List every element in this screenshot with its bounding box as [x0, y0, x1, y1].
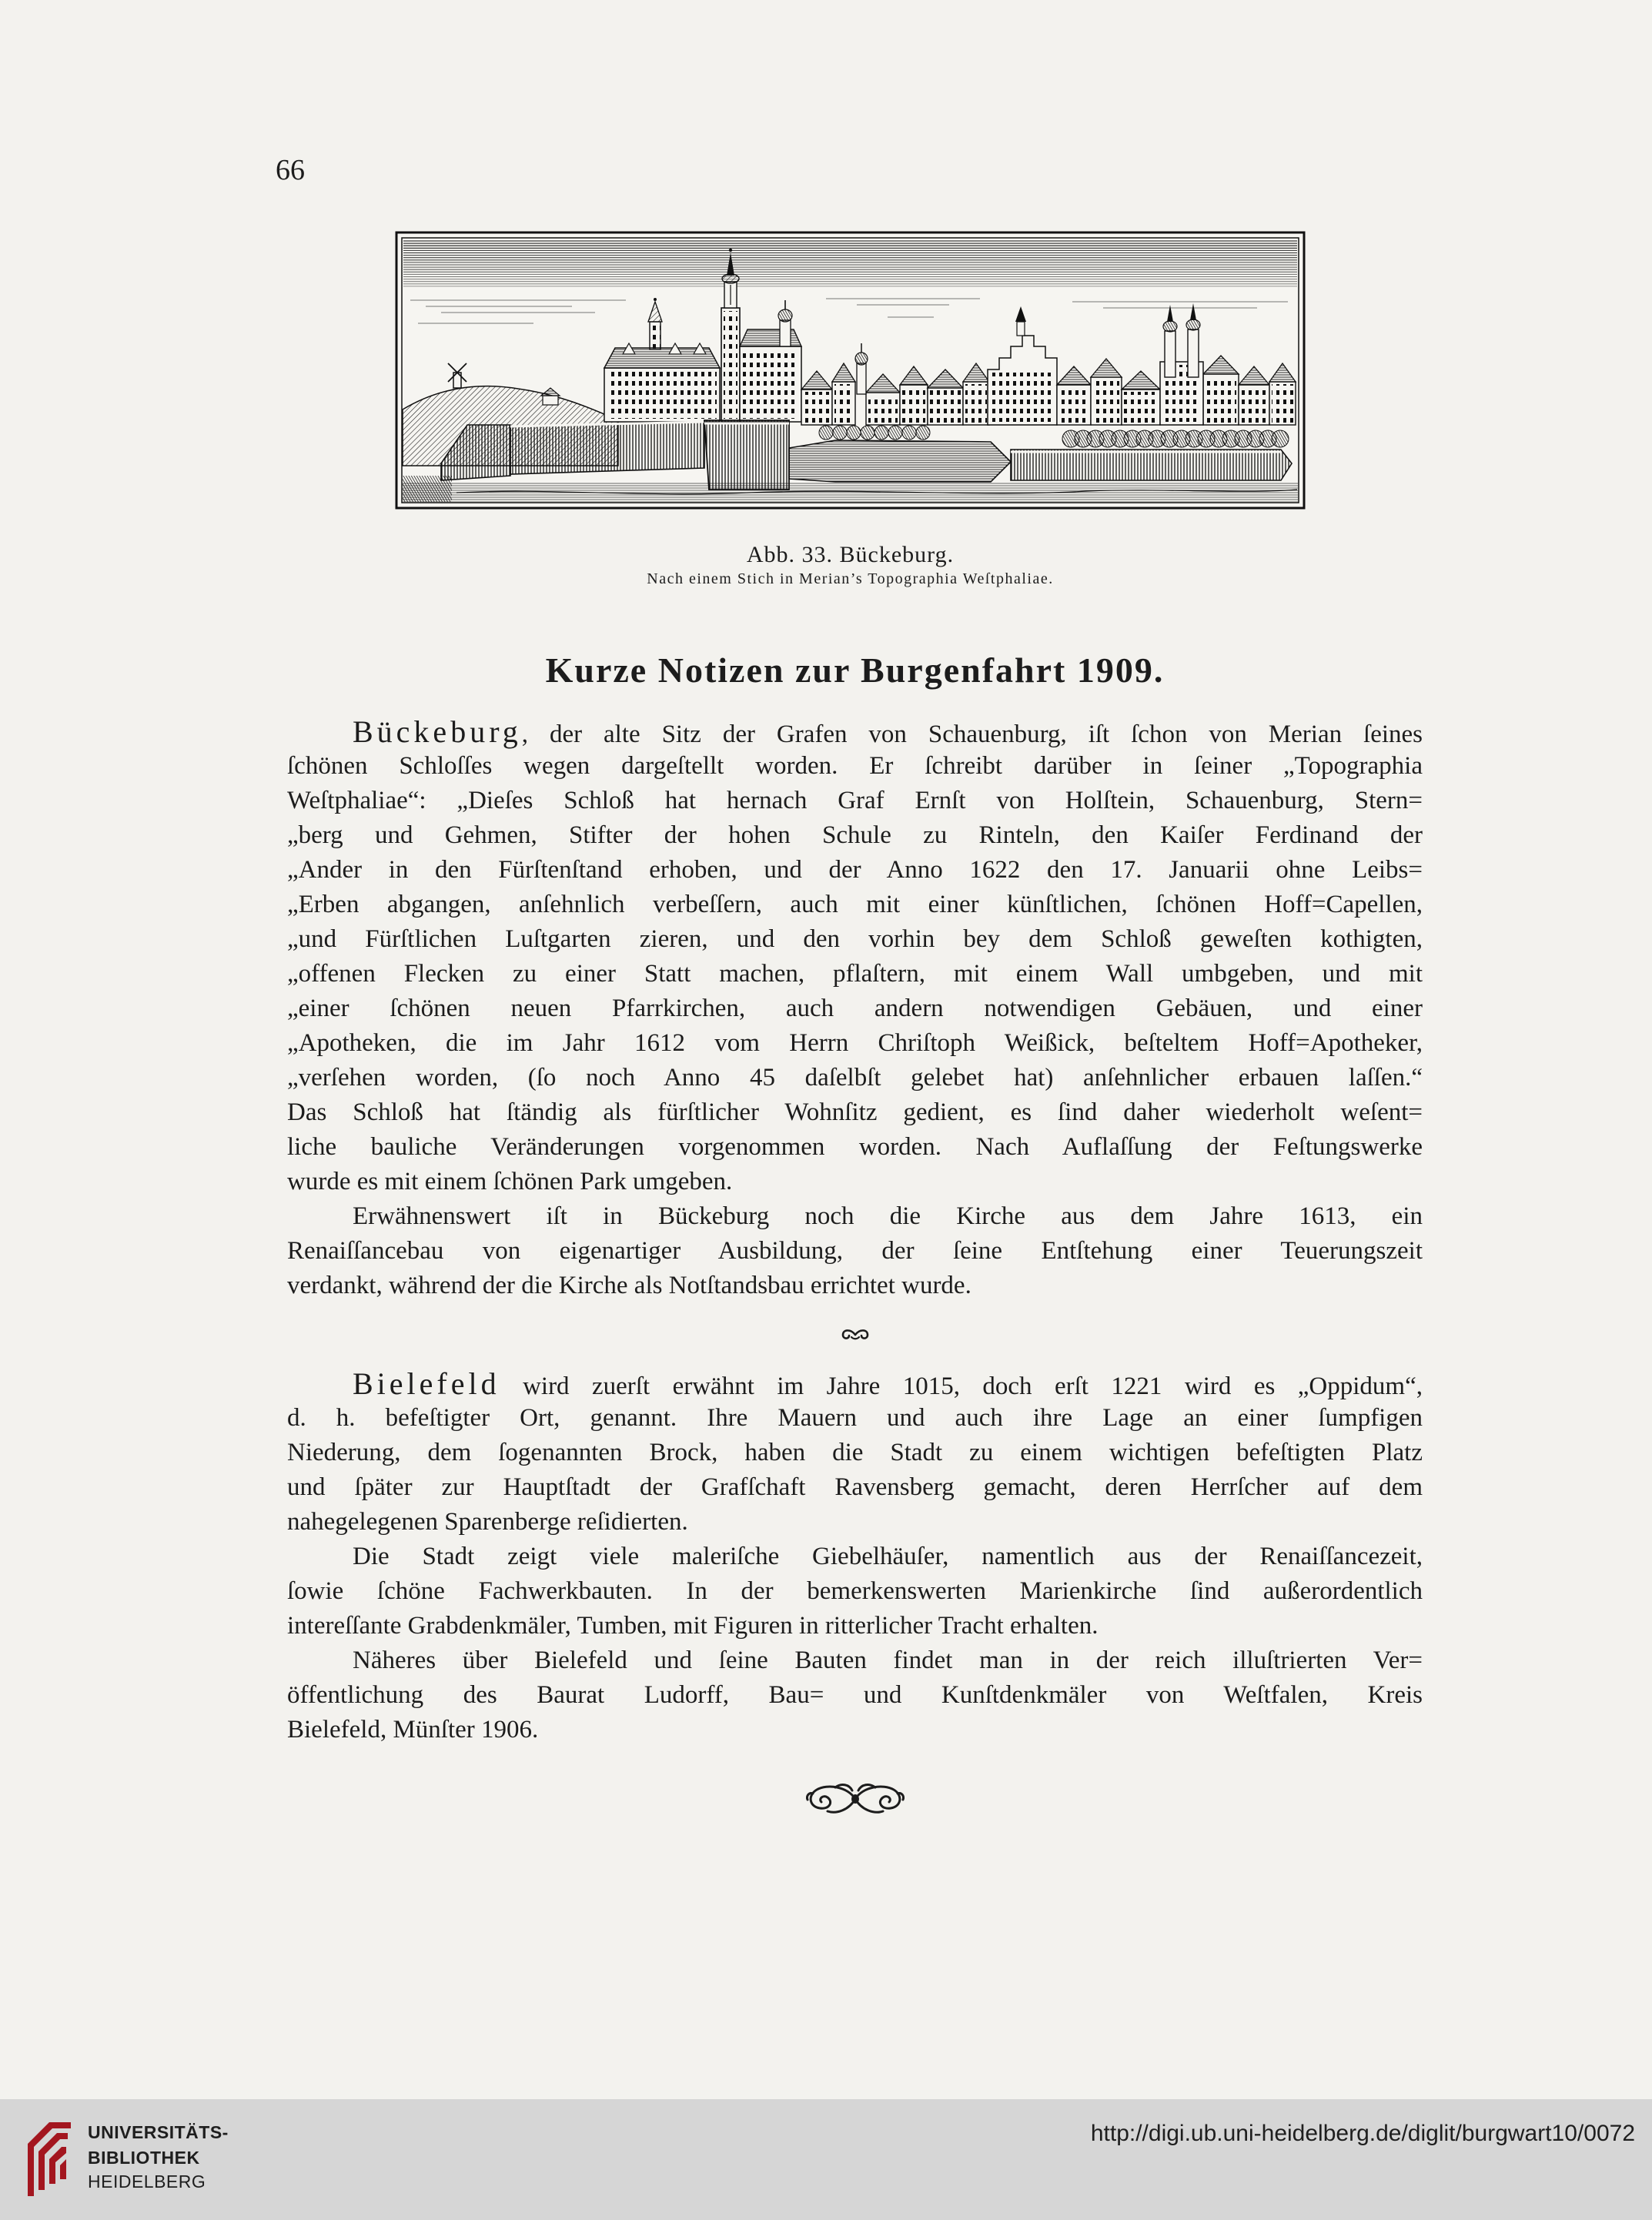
end-ornament: [804, 1780, 906, 1818]
line-text: , der alte Sitz der Grafen von Schauenburg, iſt ſchon von Merian ſeines: [521, 720, 1423, 748]
library-name-line-3: HEIDELBERG: [88, 2172, 206, 2192]
central-bastion: [704, 420, 789, 490]
fleuron-icon: [840, 1327, 871, 1342]
text-line: wurde es mit einem ſchönen Park umgeben.: [287, 1168, 733, 1195]
text-line: „verſehen worden, (ſo noch Anno 45 daſelbſt gelebet hat) anſehnlicher erbauen laſſen.“: [287, 1064, 1423, 1092]
house-windows: [902, 387, 925, 423]
text-line: Das Schloß hat ſtändig als fürſtlicher Wohnſitz gedient, es ſind daher wiederholt weſent=: [287, 1098, 1423, 1126]
curtain-wall: [510, 422, 704, 474]
text-line: Die Stadt zeigt viele maleriſche Giebelhäuſer, namentlich aus der Renaiſſancezeit,: [353, 1543, 1423, 1570]
tree: [916, 426, 930, 440]
text-line: Renaiſſancebau von eigenartiger Ausbildung, der ſeine Entſtehung einer Teuerungszeit: [287, 1237, 1423, 1265]
library-name-line-2: BIBLIOTHEK: [88, 2148, 200, 2168]
house-windows: [804, 392, 830, 423]
text-line: [287, 1366, 1423, 1401]
text-line: Weſtphaliae“: „Dieſes Schloß hat hernach Graf Ernſt von Holſtein, Schauenburg, Stern=: [287, 787, 1423, 814]
house-windows: [930, 390, 961, 423]
house-windows: [1272, 384, 1293, 423]
text-line: „Apotheken, die im Jahr 1612 vom Herrn Chriſtoph Weißick, beſteltem Hoff=Apotheker,: [287, 1029, 1423, 1057]
engraving-illustration: [395, 231, 1306, 510]
text-line: „berg und Gehmen, Stifter der hohen Schule zu Rinteln, den Kaiſer Ferdinand der: [287, 821, 1423, 849]
house-windows: [1093, 379, 1119, 423]
text-line: Näheres über Bielefeld und ſeine Bauten findet man in der reich illuſtrierten Ver=: [353, 1647, 1423, 1674]
page-number: 66: [276, 154, 305, 186]
section-heading: Kurze Notizen zur Burgenfahrt 1909.: [545, 650, 1165, 690]
ub-heidelberg-logo: [22, 2118, 72, 2199]
house-windows: [868, 395, 898, 423]
tree: [874, 426, 888, 440]
text-line: ſchönen Schloſſes wegen dargeſtellt worden. Er ſchreibt darüber in ſeiner „Topographia: [287, 752, 1423, 780]
paragraph-stadt: [287, 1540, 1423, 1643]
tree: [833, 426, 847, 440]
library-footer: [0, 2099, 1652, 2220]
text-line: [287, 714, 1423, 749]
east-bastion: [789, 440, 1011, 482]
line-text: wird zuerſt erwähnt im Jahre 1015, doch erſt 1221 wird es „Oppidum“,: [500, 1372, 1423, 1400]
text-line: Erwähnenswert iſt in Bückeburg noch die Kirche aus dem Jahre 1613, ein: [353, 1202, 1423, 1230]
library-name-line-1: UNIVERSITÄTS-: [88, 2122, 229, 2142]
text-line: Bielefeld, Münſter 1906.: [287, 1716, 539, 1744]
text-line: und ſpäter zur Hauptſtadt der Grafſchaft Ravensberg gemacht, deren Herrſcher auf dem: [287, 1473, 1423, 1501]
paragraph-bueckeburg: [287, 714, 1423, 1199]
tree: [902, 426, 916, 440]
house-windows: [834, 384, 853, 423]
house-windows: [1206, 376, 1236, 423]
east-rampart: [1011, 450, 1292, 480]
house-windows: [1059, 387, 1089, 423]
section-divider-ornament: [287, 1303, 1423, 1366]
text-line: intereſſante Grabdenkmäler, Tumben, mit Figuren in ritterlicher Tracht erhalten.: [287, 1612, 1099, 1640]
text-line: öffentlichung des Baurat Ludorff, Bau= und Kunſtdenkmäler von Weſtfalen, Kreis: [287, 1681, 1423, 1709]
text-line: nahegelegenen Sparenberge reſidierten.: [287, 1508, 688, 1536]
lead-word: Bückeburg: [353, 714, 522, 749]
tree: [888, 426, 902, 440]
text-line: „Ander in den Fürſtenſtand erhoben, und der Anno 1622 den 17. Januarii ohne Leibs=: [287, 856, 1423, 884]
tree: [861, 426, 874, 440]
engraving-bueckeburg: [395, 231, 1306, 510]
text-line: verdankt, während der die Kirche als Notſtandsbau errichtet wurde.: [287, 1272, 971, 1299]
figure-credit: Nach einem Stich in Merian’s Topographia Weſtphaliae.: [647, 570, 1054, 587]
flourish-icon: [804, 1780, 906, 1818]
text-line: Niederung, dem ſogenannten Brock, haben die Stadt zu einem wichtigen befeſtigten Platz: [287, 1439, 1423, 1466]
text-line: d. h. befeſtigter Ort, genannt. Ihre Mauern und auch ihre Lage an einer ſumpfigen: [287, 1404, 1423, 1432]
text-line: „offenen Flecken zu einer Statt machen, pflaſtern, mit einem Wall umbgeben, und mit: [287, 960, 1423, 988]
house-windows: [1124, 392, 1158, 423]
body-text: [287, 714, 1423, 1747]
paragraph-bielefeld: [287, 1366, 1423, 1540]
text-line: liche bauliche Veränderungen vorgenommen worden. Nach Auflaſſung der Feſtungswerke: [287, 1133, 1423, 1161]
house-windows: [1241, 387, 1267, 423]
paragraph-naeheres: [287, 1643, 1423, 1747]
tree: [847, 426, 861, 440]
text-line: „Erben abgangen, anſehnlich verbeſſern, auch mit einer künſtlichen, ſchönen Hoff=Capellen,: [287, 891, 1423, 918]
figure-caption: Abb. 33. Bückeburg.: [746, 542, 955, 567]
paragraph-kirche: [287, 1199, 1423, 1303]
lead-word: Bielefeld: [353, 1366, 500, 1401]
tree: [1272, 430, 1289, 447]
tree: [819, 426, 833, 440]
text-line: „einer ſchönen neuen Pfarrkirchen, auch andern notwendigen Gebäuen, und einer: [287, 995, 1423, 1022]
text-line: ſowie ſchöne Fachwerkbauten. In der bemerkenswerten Marienkirche ſind außerordentlich: [287, 1577, 1423, 1605]
house-windows: [965, 384, 987, 423]
source-url: http://digi.ub.uni-heidelberg.de/diglit/burgwart10/0072: [1090, 2121, 1635, 2146]
text-line: „und Fürſtlichen Luſtgarten zieren, und den vorhin bey dem Schloß geweſten kothigten,: [287, 925, 1423, 953]
